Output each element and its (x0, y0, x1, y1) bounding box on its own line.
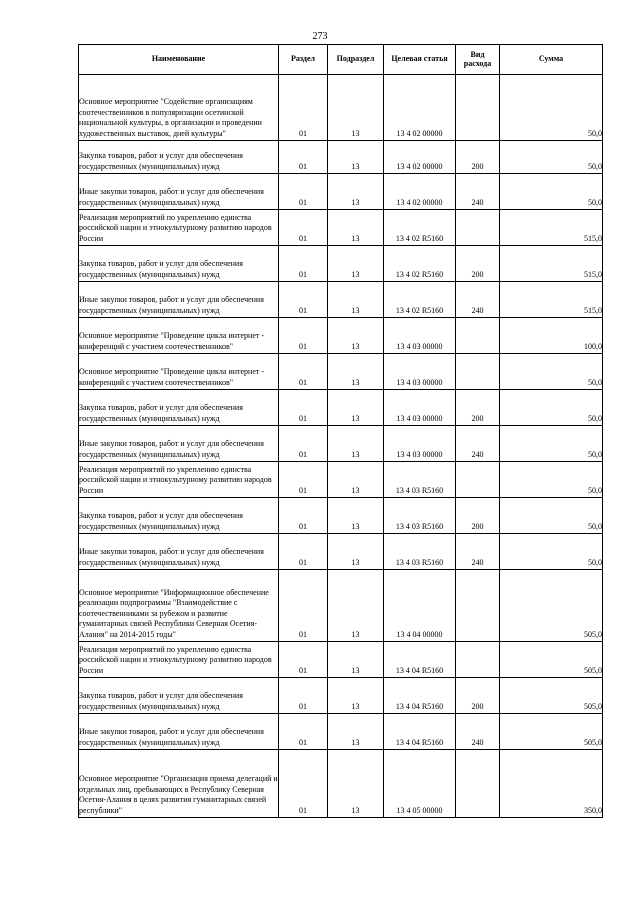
cell-razdel: 01 (279, 318, 328, 354)
cell-summa: 50,0 (500, 462, 603, 498)
cell-vid: 240 (456, 282, 500, 318)
cell-podrazdel: 13 (328, 318, 384, 354)
cell-name: Основное мероприятие "Проведение цикла интернет - конференций с участием соотечественников" (79, 318, 279, 354)
cell-summa: 505,0 (500, 714, 603, 750)
cell-name: Закупка товаров, работ и услуг для обеспечения государственных (муниципальных) нужд (79, 141, 279, 174)
cell-razdel: 01 (279, 141, 328, 174)
header-summa: Сумма (500, 45, 603, 75)
table-header (79, 45, 603, 75)
cell-razdel: 01 (279, 570, 328, 642)
cell-name: Реализация мероприятий по укреплению единства российской нации и этнокультурному развитию народов России (79, 642, 279, 678)
cell-summa: 515,0 (500, 210, 603, 246)
cell-podrazdel: 13 (328, 462, 384, 498)
table-row (79, 141, 603, 174)
cell-razdel: 01 (279, 642, 328, 678)
cell-razdel: 01 (279, 354, 328, 390)
cell-statya: 13 4 03 00000 (384, 426, 456, 462)
cell-summa: 50,0 (500, 534, 603, 570)
cell-razdel: 01 (279, 246, 328, 282)
page-number: 273 (312, 31, 328, 42)
cell-summa: 50,0 (500, 354, 603, 390)
cell-podrazdel: 13 (328, 354, 384, 390)
cell-summa: 50,0 (500, 174, 603, 210)
cell-name: Основное мероприятие "Информационное обеспечение реализации подпрограммы "Взаимодействие с соотечественниками за рубежом и развитие гуманитарных связей Республики Северная Осетия-Алания" на 2014-2015 годы" (79, 570, 279, 642)
cell-name: Закупка товаров, работ и услуг для обеспечения государственных (муниципальных) нужд (79, 390, 279, 426)
cell-summa: 50,0 (500, 390, 603, 426)
header-row (79, 45, 603, 75)
cell-summa: 505,0 (500, 678, 603, 714)
cell-vid: 200 (456, 246, 500, 282)
cell-vid (456, 642, 500, 678)
cell-statya: 13 4 03 00000 (384, 390, 456, 426)
cell-podrazdel: 13 (328, 534, 384, 570)
cell-razdel: 01 (279, 750, 328, 818)
cell-vid: 200 (456, 678, 500, 714)
cell-statya: 13 4 02 R5160 (384, 210, 456, 246)
cell-statya: 13 4 02 00000 (384, 75, 456, 141)
cell-podrazdel: 13 (328, 390, 384, 426)
cell-podrazdel: 13 (328, 246, 384, 282)
cell-vid: 240 (456, 174, 500, 210)
cell-vid: 240 (456, 714, 500, 750)
table-row (79, 174, 603, 210)
cell-podrazdel: 13 (328, 714, 384, 750)
cell-summa: 350,0 (500, 750, 603, 818)
cell-podrazdel: 13 (328, 642, 384, 678)
cell-vid (456, 462, 500, 498)
cell-statya: 13 4 02 R5160 (384, 282, 456, 318)
cell-podrazdel: 13 (328, 570, 384, 642)
table-row (79, 750, 603, 818)
cell-statya: 13 4 03 R5160 (384, 498, 456, 534)
cell-podrazdel: 13 (328, 75, 384, 141)
cell-podrazdel: 13 (328, 174, 384, 210)
cell-name: Основное мероприятие "Содействие организациям соотечественников в популяризации осетинской национальной культуры, в организации и проведении художественных выставок, дней культуры" (79, 75, 279, 141)
cell-statya: 13 4 02 R5160 (384, 246, 456, 282)
cell-summa: 515,0 (500, 282, 603, 318)
table-row (79, 282, 603, 318)
table-row (79, 642, 603, 678)
header-vid: Вид расхода (456, 45, 500, 75)
cell-vid (456, 318, 500, 354)
cell-statya: 13 4 03 00000 (384, 354, 456, 390)
cell-vid (456, 75, 500, 141)
cell-name: Иные закупки товаров, работ и услуг для обеспечения государственных (муниципальных) нужд (79, 174, 279, 210)
cell-name: Закупка товаров, работ и услуг для обеспечения государственных (муниципальных) нужд (79, 246, 279, 282)
cell-statya: 13 4 04 R5160 (384, 678, 456, 714)
cell-summa: 50,0 (500, 141, 603, 174)
cell-statya: 13 4 03 R5160 (384, 462, 456, 498)
cell-razdel: 01 (279, 426, 328, 462)
cell-podrazdel: 13 (328, 210, 384, 246)
cell-name: Иные закупки товаров, работ и услуг для обеспечения государственных (муниципальных) нужд (79, 714, 279, 750)
cell-statya: 13 4 02 00000 (384, 141, 456, 174)
cell-podrazdel: 13 (328, 678, 384, 714)
header-podrazdel: Подраздел (328, 45, 384, 75)
cell-name: Закупка товаров, работ и услуг для обеспечения государственных (муниципальных) нужд (79, 678, 279, 714)
table-row (79, 462, 603, 498)
cell-statya: 13 4 04 R5160 (384, 642, 456, 678)
cell-statya: 13 4 03 00000 (384, 318, 456, 354)
cell-razdel: 01 (279, 462, 328, 498)
cell-vid: 240 (456, 534, 500, 570)
table-row (79, 390, 603, 426)
cell-vid: 200 (456, 498, 500, 534)
cell-razdel: 01 (279, 498, 328, 534)
cell-vid (456, 570, 500, 642)
cell-name: Основное мероприятие "Организация приема делегаций и отдельных лиц, пребывающих в Республику Северная Осетия-Алания в целях развития гуманитарных связей республики" (79, 750, 279, 818)
cell-razdel: 01 (279, 714, 328, 750)
cell-razdel: 01 (279, 678, 328, 714)
cell-vid (456, 354, 500, 390)
table-row (79, 426, 603, 462)
cell-summa: 515,0 (500, 246, 603, 282)
cell-razdel: 01 (279, 75, 328, 141)
budget-table (78, 44, 603, 818)
cell-razdel: 01 (279, 282, 328, 318)
cell-statya: 13 4 02 00000 (384, 174, 456, 210)
cell-podrazdel: 13 (328, 141, 384, 174)
cell-summa: 100,0 (500, 318, 603, 354)
cell-vid: 240 (456, 426, 500, 462)
table-row (79, 210, 603, 246)
cell-podrazdel: 13 (328, 750, 384, 818)
header-razdel: Раздел (279, 45, 328, 75)
cell-statya: 13 4 03 R5160 (384, 534, 456, 570)
table-row (79, 354, 603, 390)
table-row (79, 498, 603, 534)
table-row (79, 246, 603, 282)
cell-vid: 200 (456, 390, 500, 426)
cell-razdel: 01 (279, 174, 328, 210)
cell-name: Реализация мероприятий по укреплению единства российской нации и этнокультурному развитию народов России (79, 210, 279, 246)
header-statya: Целевая статья (384, 45, 456, 75)
cell-razdel: 01 (279, 390, 328, 426)
table-row (79, 318, 603, 354)
cell-name: Реализация мероприятий по укреплению единства российской нации и этнокультурному развитию народов России (79, 462, 279, 498)
cell-name: Основное мероприятие "Проведение цикла интернет - конференций с участием соотечественников" (79, 354, 279, 390)
cell-razdel: 01 (279, 534, 328, 570)
cell-podrazdel: 13 (328, 282, 384, 318)
cell-summa: 505,0 (500, 570, 603, 642)
cell-name: Иные закупки товаров, работ и услуг для обеспечения государственных (муниципальных) нужд (79, 282, 279, 318)
cell-name: Закупка товаров, работ и услуг для обеспечения государственных (муниципальных) нужд (79, 498, 279, 534)
cell-vid (456, 210, 500, 246)
cell-summa: 50,0 (500, 498, 603, 534)
table-row (79, 75, 603, 141)
cell-vid (456, 750, 500, 818)
cell-summa: 50,0 (500, 75, 603, 141)
cell-razdel: 01 (279, 210, 328, 246)
cell-statya: 13 4 05 00000 (384, 750, 456, 818)
table-row (79, 678, 603, 714)
cell-name: Иные закупки товаров, работ и услуг для обеспечения государственных (муниципальных) нужд (79, 426, 279, 462)
cell-name: Иные закупки товаров, работ и услуг для обеспечения государственных (муниципальных) нужд (79, 534, 279, 570)
cell-summa: 505,0 (500, 642, 603, 678)
cell-podrazdel: 13 (328, 498, 384, 534)
table-body (79, 75, 603, 818)
table-row (79, 714, 603, 750)
header-name: Наименование (79, 45, 279, 75)
cell-summa: 50,0 (500, 426, 603, 462)
cell-vid: 200 (456, 141, 500, 174)
table-row (79, 570, 603, 642)
cell-statya: 13 4 04 R5160 (384, 714, 456, 750)
cell-statya: 13 4 04 00000 (384, 570, 456, 642)
cell-podrazdel: 13 (328, 426, 384, 462)
table-row (79, 534, 603, 570)
